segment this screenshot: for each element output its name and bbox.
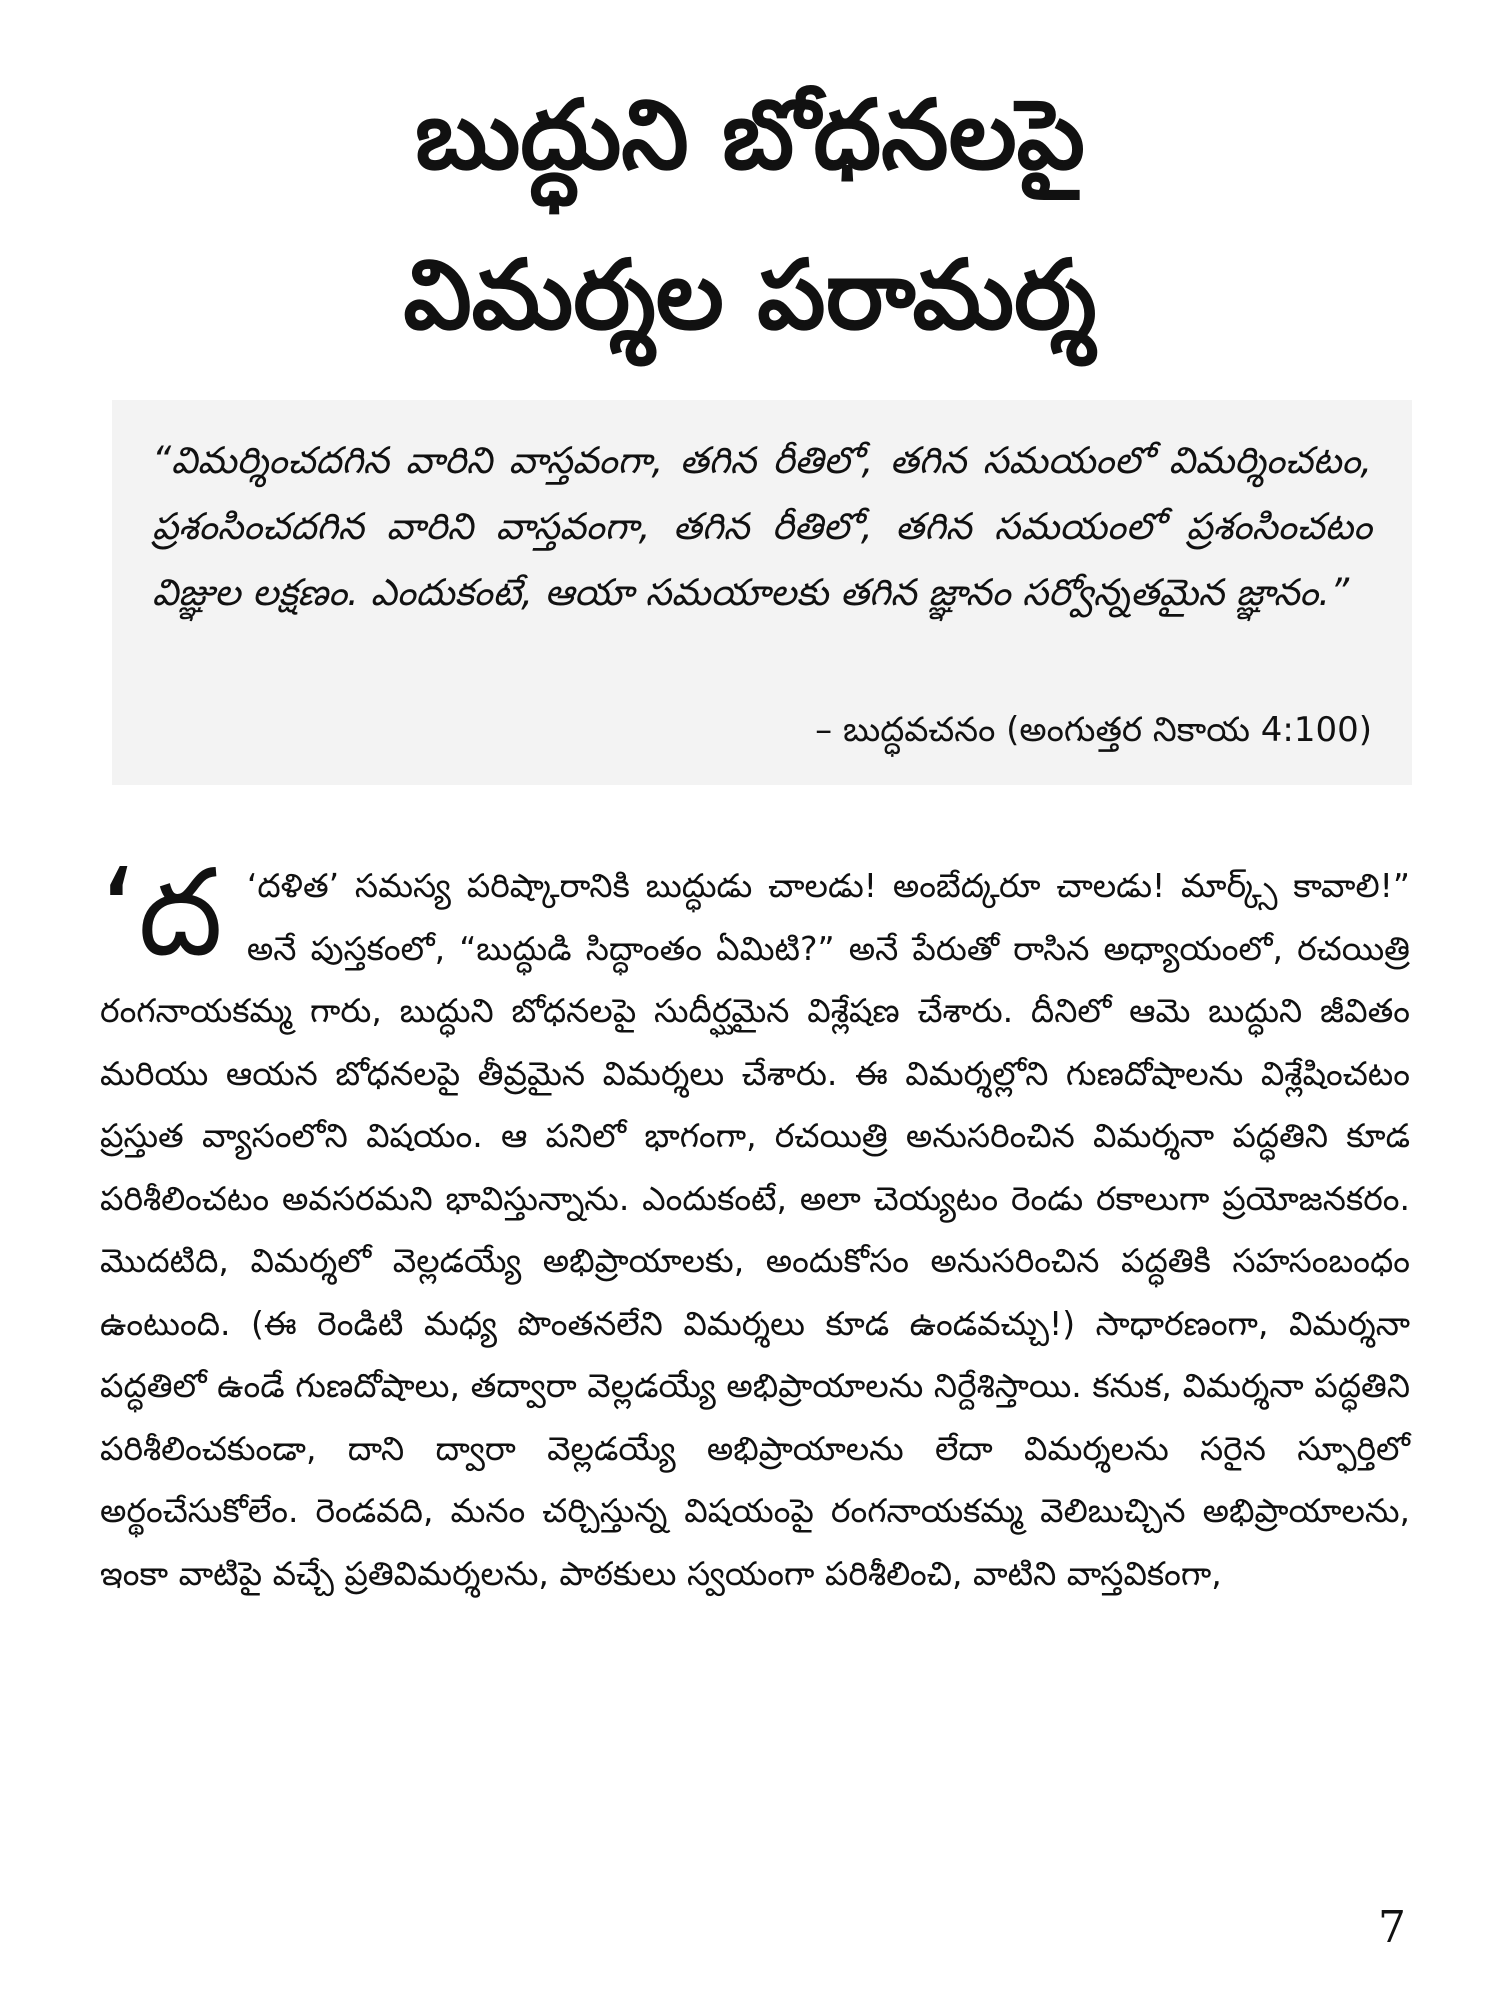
epigraph-quote: “విమర్శించదగిన వారిని వాస్తవంగా, తగిన రీతిలో, తగిన సమయంలో విమర్శించటం, ప్రశంసించదగిన వారిని వాస్తవంగా, తగిన రీతిలో, తగిన సమయంలో ప్రశంసించటం విజ్ఞుల లక్షణం. ఎందుకంటే, ఆయా సమయాలకు తగిన జ్ఞానం సర్వోన్నతమైన జ్ఞానం.”	[152, 439, 1372, 614]
drop-cap: ‘ద	[100, 844, 223, 983]
body-paragraph	[100, 844, 1410, 1605]
chapter-title-line-1: బుద్ధుని బోధనలపై	[415, 79, 1085, 191]
epigraph-box	[112, 400, 1412, 785]
chapter-title-line-2: విమర్శల పరామర్శ	[403, 239, 1097, 351]
body-paragraph-text: ‘దళిత’ సమస్య పరిష్కారానికి బుద్ధుడు చాలడు! అంబేద్కరూ చాలడు! మార్క్స్ కావాలి!” అనే పుస్తకంలో, “బుద్ధుడి సిద్ధాంతం ఏమిటి?” అనే పేరుతో రాసిన అధ్యాయంలో, రచయిత్రి రంగనాయకమ్మ గారు, బుద్ధుని బోధనలపై సుదీర్ఘమైన విశ్లేషణ చేశారు. దీనిలో ఆమె బుద్ధుని జీవితం మరియు ఆయన బోధనలపై తీవ్రమైన విమర్శలు చేశారు. ఈ విమర్శల్లోని గుణదోషాలను విశ్లేషించటం ప్రస్తుత వ్యాసంలోని విషయం. ఆ పనిలో భాగంగా, రచయిత్రి అనుసరించిన విమర్శనా పద్ధతిని కూడ పరిశీలించటం అవసరమని భావిస్తున్నాను. ఎందుకంటే, అలా చెయ్యటం రెండు రకాలుగా ప్రయోజనకరం. మొదటిది, విమర్శలో వెల్లడయ్యే అభిప్రాయాలకు, అందుకోసం అనుసరించిన పద్ధతికి సహసంబంధం ఉంటుంది. (ఈ రెండిటి మధ్య పొంతనలేని విమర్శలు కూడ ఉండవచ్చు!) సాధారణంగా, విమర్శనా పద్ధతిలో ఉండే గుణదోషాలు, తద్వారా వెల్లడయ్యే అభిప్రాయాలను నిర్దేశిస్తాయి. కనుక, విమర్శనా పద్ధతిని పరిశీలించకుండా, దాని ద్వారా వెల్లడయ్యే అభిప్రాయాలను లేదా విమర్శలను సరైన స్ఫూర్తిలో అర్థంచేసుకోలేం. రెండవది, మనం చర్చిస్తున్న విషయంపై రంగనాయకమ్మ వెలిబుచ్చిన అభిప్రాయాలను, ఇంకా వాటిపై వచ్చే ప్రతివిమర్శలను, పాఠకులు స్వయంగా పరిశీలించి, వాటిని వాస్తవికంగా,	[100, 866, 1410, 1593]
page-number: 7	[1378, 1902, 1406, 1953]
epigraph-attribution: – బుద్ధవచనం (అంగుత్తర నికాయ 4:100)	[815, 710, 1372, 750]
